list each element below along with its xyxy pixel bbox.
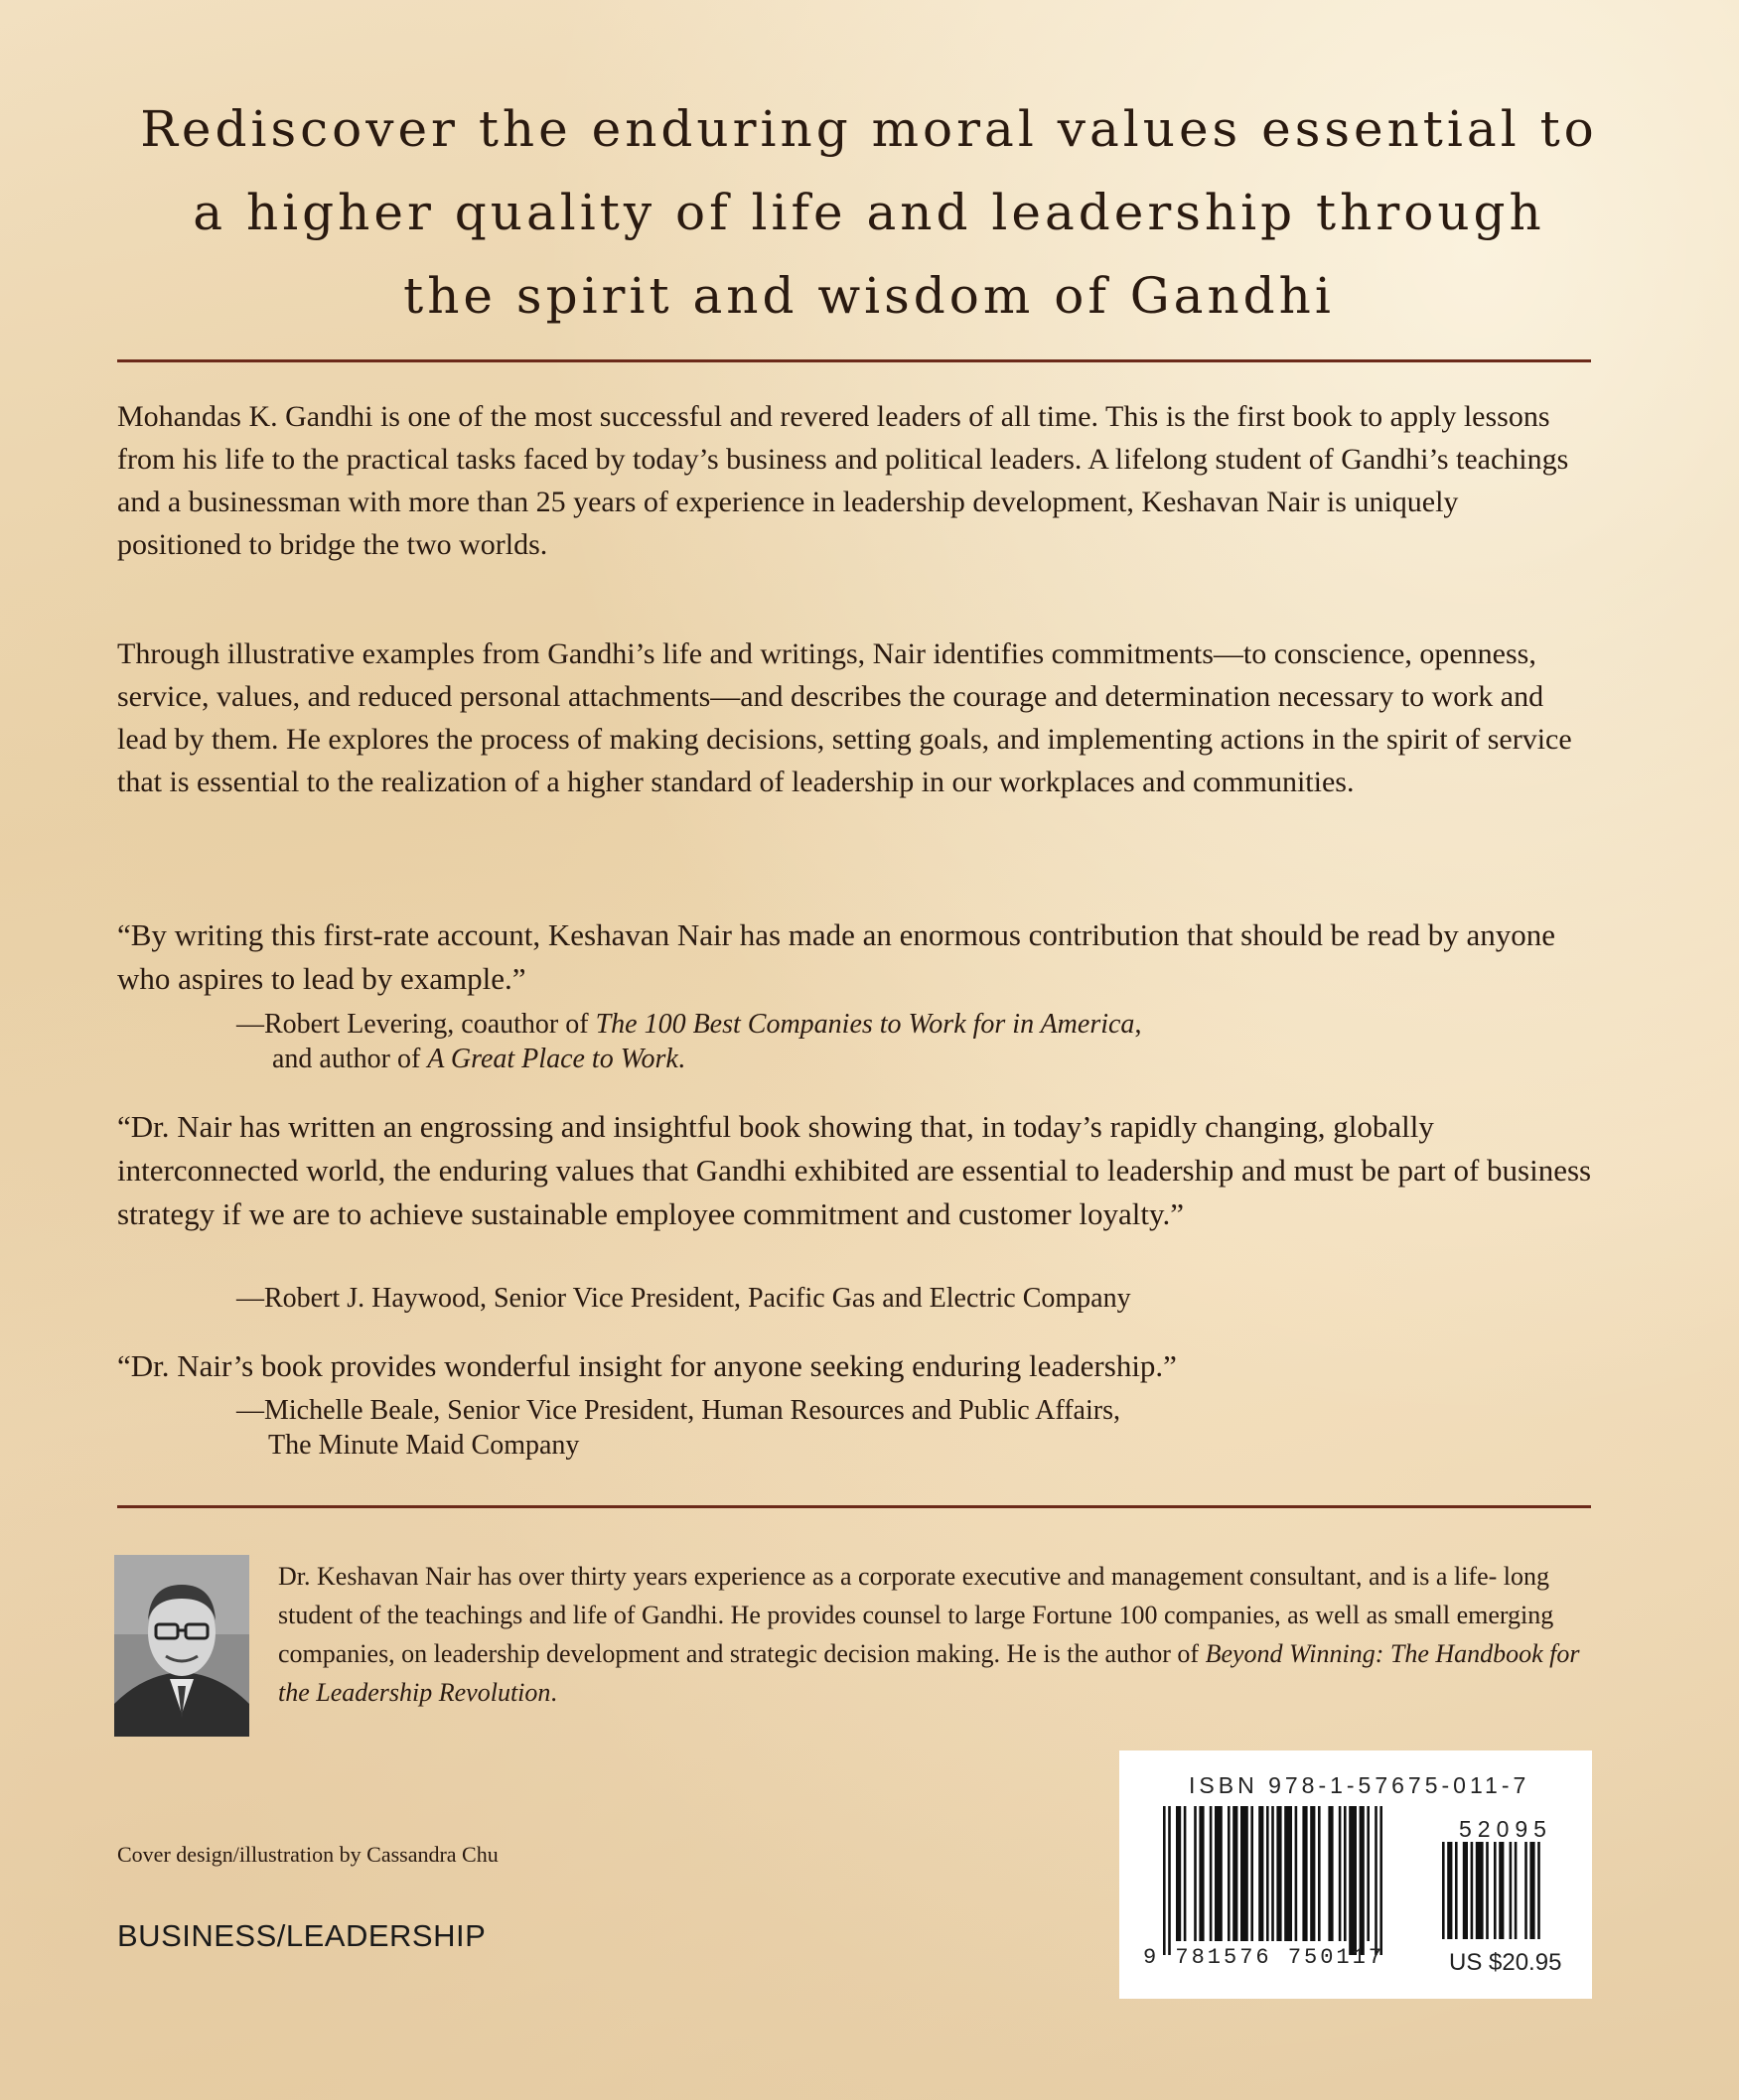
barcode-bar [1339, 1806, 1342, 1941]
barcode-digits [1143, 1945, 1384, 1970]
barcode-bar [1463, 1842, 1468, 1939]
book-title: A Great Place to Work [427, 1044, 678, 1074]
endorsement-attribution-3 [236, 1393, 1120, 1463]
endorsement-quote-1: “By writing this first-rate account, Keshavan Nair has made an enormous contribution that should be read by anyone who aspires to lead by example.” [117, 917, 1555, 996]
barcode-bar [1199, 1806, 1204, 1941]
barcode-bar [1163, 1806, 1166, 1955]
barcode-bar [1184, 1806, 1187, 1941]
attribution-1-line-2 [236, 1042, 1141, 1076]
endorsement-attribution-2: —Robert J. Haywood, Senior Vice President, Pacific Gas and Electric Company [236, 1283, 1131, 1314]
book-title: The 100 Best Companies to Work for in America [595, 1009, 1135, 1040]
barcode-bar [1250, 1806, 1253, 1941]
price-addon-code: 52095 [1459, 1816, 1552, 1842]
attribution-1-line-1 [236, 1007, 1141, 1042]
barcode-bar [1537, 1842, 1540, 1939]
barcode-digits-group-2: 750117 [1287, 1945, 1385, 1970]
barcode-bar [1529, 1842, 1534, 1939]
price-label: US $20.95 [1449, 1949, 1562, 1976]
barcode-bar [1349, 1806, 1357, 1955]
endorsement-quote-3: “Dr. Nair’s book provides wonderful insight for anyone seeking enduring leadership.” [117, 1348, 1177, 1383]
barcode-bar [1499, 1842, 1504, 1939]
top-divider [117, 359, 1591, 362]
barcode-bar [1210, 1806, 1213, 1941]
barcode-bar [1476, 1842, 1484, 1939]
headline-line-2: a higher quality of life and leadership through [193, 184, 1545, 241]
barcode-lead-digit: 9 [1143, 1945, 1160, 1970]
barcode-bar [1318, 1806, 1321, 1941]
barcode-bar [1295, 1806, 1298, 1941]
barcode-bar [1442, 1842, 1445, 1939]
cover-credit: Cover design/illustration by Cassandra Chu [117, 1842, 499, 1867]
isbn-number: ISBN 978-1-57675-011-7 [1189, 1772, 1530, 1798]
endorsement-quote-2: “Dr. Nair has written an engrossing and insightful book showing that, in today’s rapidly changing, globally interconnected world, the enduring values that Gandhi exhibited are essential to leadership and must be part of business strategy if we are to achieve sustainable employee commitment and customer loyalty.” [117, 1109, 1592, 1231]
author-bio [278, 1557, 1599, 1712]
barcode-bar [1266, 1806, 1269, 1941]
attribution-3-line-1: —Michelle Beale, Senior Vice President, Human Resources and Public Affairs, [236, 1395, 1120, 1426]
barcode-digits-group-1: 781576 [1175, 1945, 1272, 1970]
barcode-bar [1302, 1806, 1307, 1941]
attribution-punct: . [677, 1044, 685, 1074]
barcode-bar [1344, 1806, 1347, 1941]
barcode-bar [1515, 1842, 1518, 1939]
barcode-bar [1455, 1842, 1458, 1939]
barcode-bar [1168, 1806, 1171, 1955]
barcode-bar [1375, 1806, 1377, 1955]
addon-barcode [1442, 1842, 1561, 1953]
description-paragraph-1: Mohandas K. Gandhi is one of the most successful and revered leaders of all time. This is the first book to apply lessons from his life to the practical tasks faced by today’s business and political leaders. A lifelong student of Gandhi’s teachings and a businessman with more than 25 years of experience in leadership development, Keshavan Nair is uniquely positioned to bridge the two worlds. [117, 400, 1569, 561]
barcode-bar [1258, 1806, 1263, 1941]
barcode-bar [1276, 1806, 1281, 1941]
author-bio-end: . [550, 1678, 557, 1707]
barcode-bar [1486, 1842, 1489, 1939]
headline-line-3: the spirit and wisdom of Gandhi [403, 267, 1335, 325]
barcode-bar [1215, 1806, 1223, 1941]
barcode-bar [1194, 1806, 1197, 1941]
headline [119, 87, 1619, 338]
barcode-bar [1271, 1806, 1274, 1941]
barcode-bar [1379, 1806, 1382, 1955]
barcode-bar [1176, 1806, 1181, 1941]
barcode-bar [1524, 1842, 1527, 1939]
barcode-bar [1471, 1842, 1474, 1939]
endorsement-attribution-1 [236, 1007, 1141, 1076]
barcode-bar [1284, 1806, 1292, 1941]
author-portrait-illustration [114, 1555, 249, 1737]
barcode-bar [1510, 1842, 1513, 1939]
barcode-bar [1360, 1806, 1365, 1955]
attribution-text: —Robert Levering, coauthor of [236, 1009, 596, 1040]
barcode-panel [1119, 1750, 1592, 1999]
barcode-bar [1232, 1806, 1237, 1941]
ean-barcode [1163, 1806, 1427, 1955]
headline-line-1: Rediscover the enduring moral values essential to [140, 100, 1598, 158]
bottom-divider [117, 1505, 1591, 1508]
barcode-bar [1494, 1842, 1497, 1939]
author-bio-text: Dr. Keshavan Nair has over thirty years experience as a corporate executive and management consultant, and is a life- long student of the teachings and life of Gandhi. He provides counsel to large Fortune 100 companies, as well as small emerging companies, on leadership development and strategic decision making. He is the author of [278, 1562, 1554, 1668]
barcode-bar [1367, 1806, 1370, 1941]
author-book-title: Beyond Winning: The Handbook for the Leadership Revolution [278, 1639, 1580, 1707]
barcode-bar [1328, 1806, 1333, 1941]
barcode-bar [1310, 1806, 1315, 1941]
attribution-punct: , [1134, 1009, 1142, 1040]
attribution-3-line-2: The Minute Maid Company [268, 1430, 580, 1461]
barcode-bar [1228, 1806, 1231, 1941]
description-paragraph-2: Through illustrative examples from Gandhi’s life and writings, Nair identifies commitments—to conscience, openness, service, values, and reduced personal attachments—and describes the courage and determination necessary to work and lead by them. He explores the process of making decisions, setting goals, and implementing actions in the spirit of service that is essential to the realization of a higher standard of leadership in our workplaces and communities. [117, 637, 1572, 798]
author-photo [114, 1555, 249, 1737]
attribution-text: and author of [272, 1044, 428, 1074]
barcode-bar [1240, 1806, 1248, 1941]
category-label: BUSINESS/LEADERSHIP [117, 1918, 487, 1953]
barcode-bar [1447, 1842, 1452, 1939]
